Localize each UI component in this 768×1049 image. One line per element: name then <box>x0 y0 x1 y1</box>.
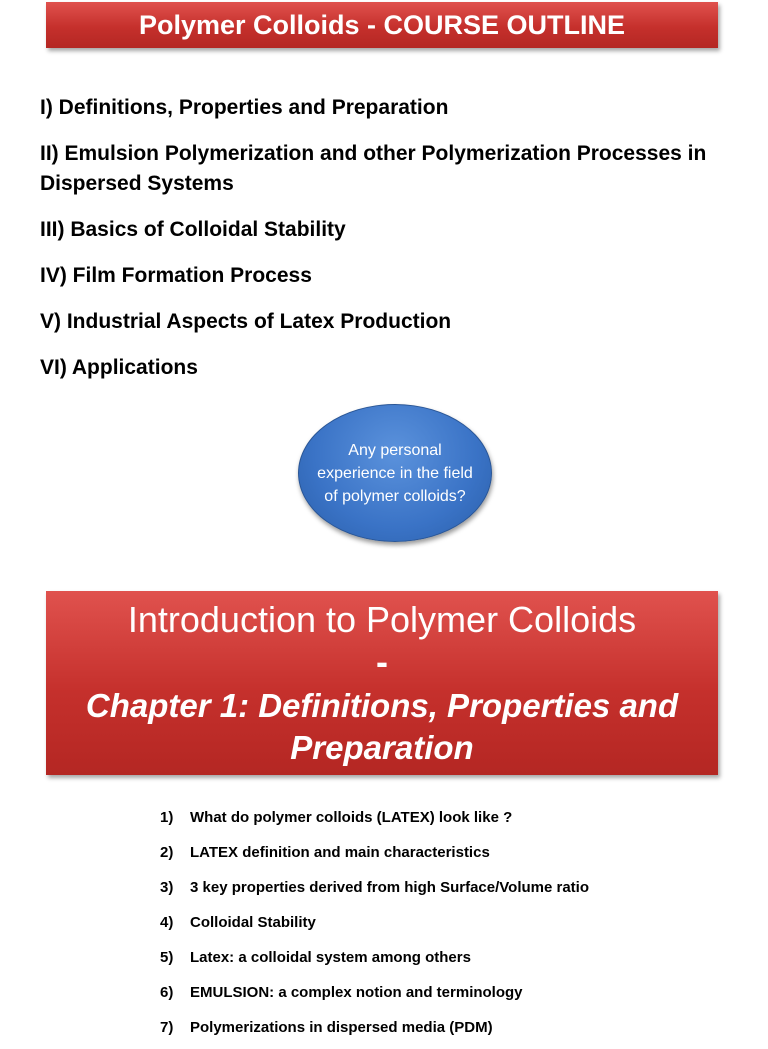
list-item <box>160 804 720 839</box>
item-number: 2) <box>160 844 174 861</box>
outline-item: V) Industrial Aspects of Latex Production <box>40 310 452 333</box>
page-title: Polymer Colloids - COURSE OUTLINE <box>138 10 626 40</box>
course-outline-list <box>40 93 740 399</box>
item-text: 3 key properties derived from high Surface/Volume ratio <box>190 879 590 896</box>
list-item <box>160 909 720 944</box>
outline-item: II) Emulsion Polymerization and other Polymerization Processes in Dispersed Systems <box>40 142 707 195</box>
list-item <box>160 839 720 874</box>
chapter-contents-list <box>160 804 720 1049</box>
item-text: Polymerizations in dispersed media (PDM) <box>190 1019 493 1036</box>
item-text: What do polymer colloids (LATEX) look like ? <box>190 809 513 826</box>
chapter-banner-subtitle: Chapter 1: Definitions, Properties and Preparation <box>85 687 679 766</box>
item-text: EMULSION: a complex notion and terminology <box>190 984 523 1001</box>
outline-item: I) Definitions, Properties and Preparation <box>40 96 449 119</box>
list-item <box>160 1014 720 1049</box>
outline-item: IV) Film Formation Process <box>40 264 312 287</box>
question-text: Any personal experience in the field of polymer colloids? <box>317 441 473 505</box>
outline-item: VI) Applications <box>40 356 198 379</box>
question-bubble <box>298 404 492 542</box>
list-item <box>160 944 720 979</box>
chapter-banner-dash: - <box>376 641 388 682</box>
item-text: Colloidal Stability <box>190 914 316 931</box>
item-number: 7) <box>160 1019 174 1036</box>
item-number: 5) <box>160 949 174 966</box>
list-item <box>160 874 720 909</box>
item-text: LATEX definition and main characteristics <box>190 844 490 861</box>
item-number: 1) <box>160 809 174 826</box>
chapter-banner-title: Introduction to Polymer Colloids <box>127 599 637 640</box>
outline-item: III) Basics of Colloidal Stability <box>40 218 346 241</box>
course-outline-banner <box>46 2 718 48</box>
item-number: 6) <box>160 984 174 1001</box>
item-number: 3) <box>160 879 174 896</box>
chapter-banner <box>46 591 718 775</box>
item-text: Latex: a colloidal system among others <box>190 949 471 966</box>
list-item <box>160 979 720 1014</box>
item-number: 4) <box>160 914 174 931</box>
